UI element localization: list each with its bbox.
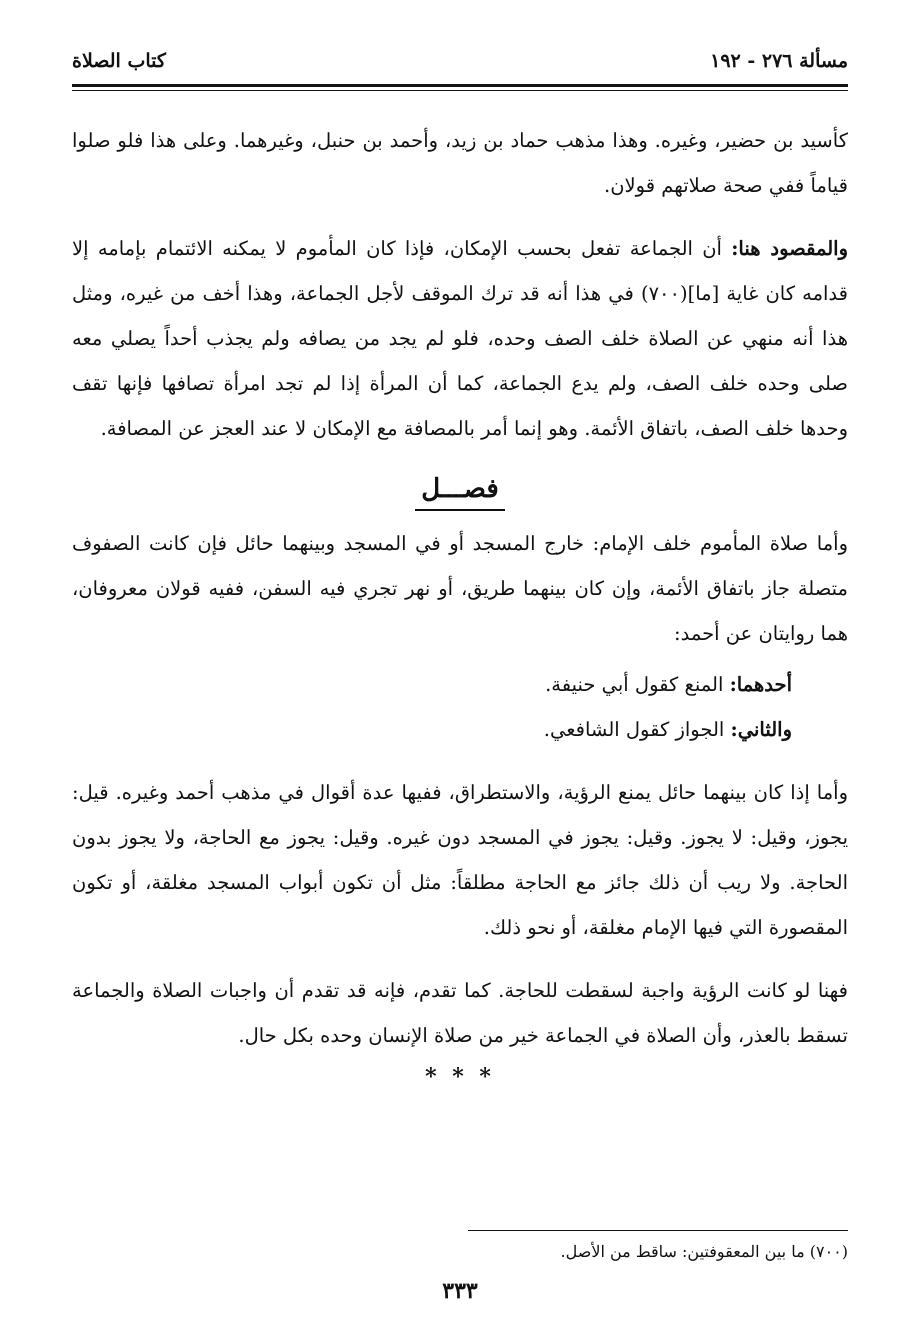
list-item-1-lead: أحدهما: xyxy=(729,673,792,696)
paragraph-3 xyxy=(72,521,848,656)
header-rule-thick xyxy=(72,84,848,87)
paragraph-2 xyxy=(72,226,848,451)
main-text xyxy=(72,118,848,1094)
paragraph-4 xyxy=(72,770,848,950)
list-item-1 xyxy=(72,662,792,707)
paragraph-5-text: فهنا لو كانت الرؤية واجبة لسقطت للحاجة. كما تقدم، فإنه قد تقدم أن واجبات الصلاة والجماعة تسقط بالعذر، وأن الصلاة في الجماعة خير من صلاة الإنسان وحده بكل حال. xyxy=(72,979,848,1047)
section-title: فصـــل xyxy=(415,469,505,511)
paragraph-1-text: كأسيد بن حضير، وغيره. وهذا مذهب حماد بن زيد، وأحمد بن حنبل، وغيرهما. وعلى هذا فلو صلوا قياماً ففي صحة صلاتهم قولان. xyxy=(72,129,848,197)
section-heading xyxy=(72,469,848,511)
paragraph-4-text: وأما إذا كان بينهما حائل يمنع الرؤية، والاستطراق، ففيها عدة أقوال في مذهب أحمد وغيره. قيل: يجوز، وقيل: لا يجوز. وقيل: يجوز في المسجد دون غيره. وقيل: يجوز مع الحاجة، ولا يجوز بدون الحاجة. ولا ريب أن ذلك جائز مع الحاجة مطلقاً: مثل أن تكون أبواب المسجد مغلقة، أو تكون المقصورة التي فيها الإمام مغلقة، أو نحو ذلك. xyxy=(72,781,848,939)
paragraph-1 xyxy=(72,118,848,208)
section-divider: * * * xyxy=(425,1064,495,1090)
list-item-2-text: الجواز كقول الشافعي. xyxy=(543,718,731,741)
paragraph-5 xyxy=(72,968,848,1058)
book-title: كتاب الصلاة xyxy=(72,50,166,72)
footnote: (٧٠٠) ما بين المعقوفتين: ساقط من الأصل. xyxy=(560,1242,848,1261)
book-page xyxy=(72,40,848,1320)
footnote-rule xyxy=(468,1230,848,1231)
list-item-2-lead: والثاني: xyxy=(730,718,792,741)
paragraph-2-lead: والمقصود هنا: xyxy=(731,237,848,260)
paragraph-2-text: أن الجماعة تفعل بحسب الإمكان، فإذا كان المأموم لا يمكنه الائتمام بإمامه إلا قدامه كان غاية [ما](٧٠٠) في هذا أنه قد ترك الموقف لأجل الجماعة، وهذا أخف من غيره، ومثل هذا أنه منهي عن الصلاة خلف الصف وحده، فلو لم يجد من يصافه ولم يجذب أحداً يصلي معه صلى وحده خلف الصف، ولم يدع الجماعة، كما أن المرأة إذا لم تجد امرأة تصافها فإنها تقف وحدها خلف الصف، باتفاق الأئمة. وهو إنما أمر بالمصافة مع الإمكان لا عند العجز عن المصافة. xyxy=(72,237,848,440)
paragraph-3-text: وأما صلاة المأموم خلف الإمام: خارج المسجد أو في المسجد وبينهما حائل فإن كانت الصفوف متصلة جاز باتفاق الأئمة، وإن كان بينهما طريق، أو نهر تجري فيه السفن، ففيه قولان معروفان، هما روايتان عن أحمد: xyxy=(72,532,848,645)
page-number: ٣٣٣ xyxy=(442,1278,478,1304)
header-rule-thin xyxy=(72,90,848,91)
running-header xyxy=(72,50,848,84)
issue-number: مسألة ٢٧٦ - ١٩٢ xyxy=(710,50,848,72)
list-item-1-text: المنع كقول أبي حنيفة. xyxy=(545,673,730,696)
list-item-2 xyxy=(72,707,792,752)
